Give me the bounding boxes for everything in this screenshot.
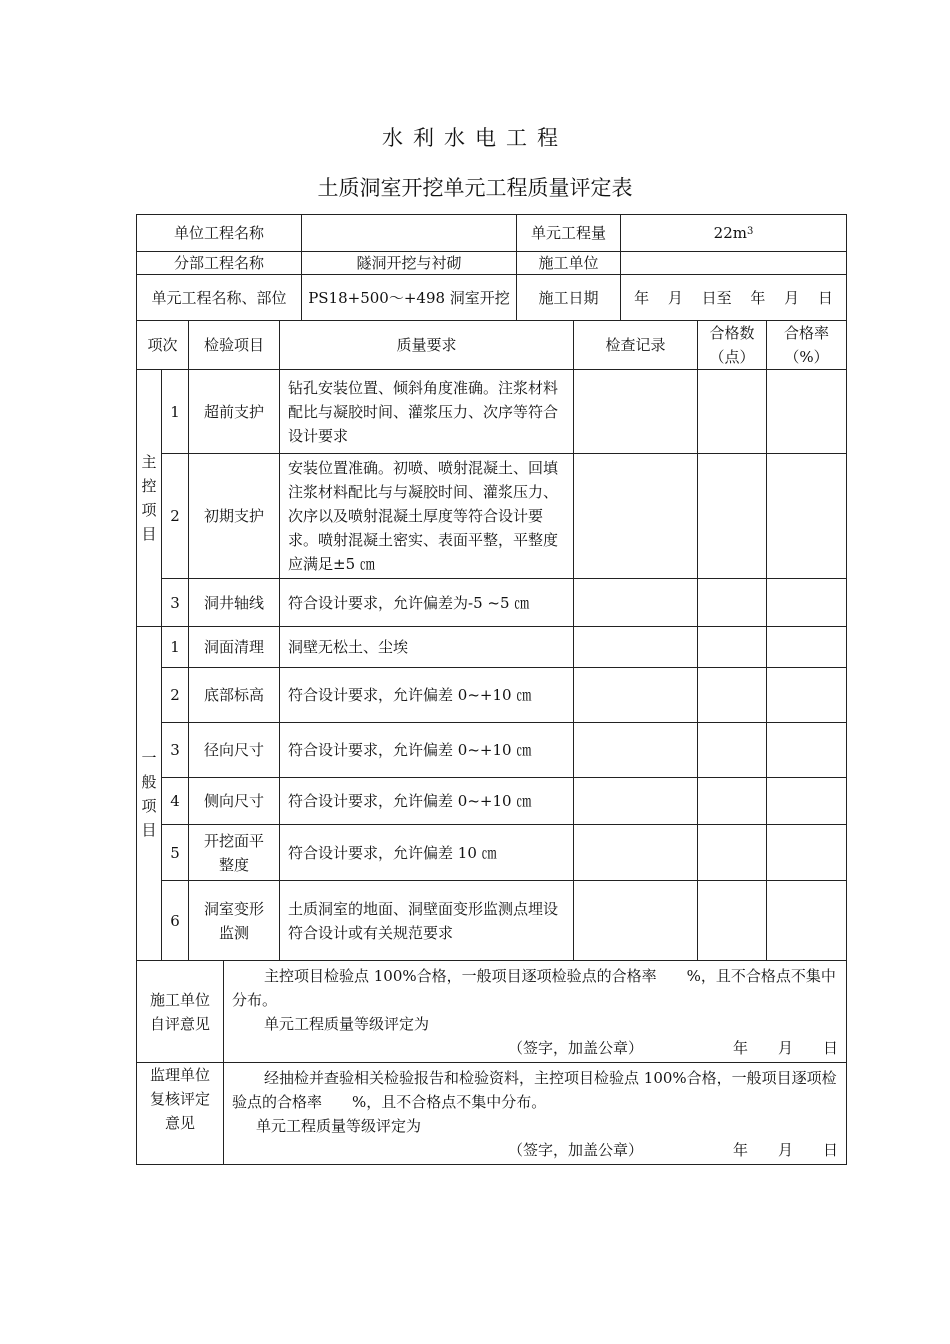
row-pass-count[interactable] xyxy=(698,778,767,825)
construction-date-value[interactable]: 年 月 日至 年 月 日 xyxy=(621,275,847,321)
table-row xyxy=(137,825,847,881)
row-check-item: 洞室变形监测 xyxy=(189,881,280,961)
row-pass-rate[interactable] xyxy=(767,778,847,825)
row-check-record[interactable] xyxy=(574,825,698,881)
row-pass-count[interactable] xyxy=(698,370,767,454)
row-pass-count[interactable] xyxy=(698,881,767,961)
unit-name-value[interactable]: PS18+500～+498 洞室开挖 xyxy=(302,275,517,321)
supervisor-eval-line1: 经抽检并查验相关检验报告和检验资料，主控项目检验点 100%合格，一般项目逐项检验点的合格率 %，且不合格点不集中分布。 xyxy=(232,1068,837,1111)
header-pass-count: 合格数（点） xyxy=(698,321,767,370)
header-quality-req: 质量要求 xyxy=(280,321,574,370)
unit-quantity-number: 22m xyxy=(713,224,747,242)
supervisor-eval-label: 监理单位复核评定意见 xyxy=(137,1063,224,1165)
self-eval-label: 施工单位自评意见 xyxy=(137,961,224,1063)
row-no: 1 xyxy=(162,370,189,454)
info-table xyxy=(136,214,847,321)
row-pass-count[interactable] xyxy=(698,668,767,723)
row-pass-rate[interactable] xyxy=(767,579,847,627)
supervisor-eval-content[interactable] xyxy=(224,1063,847,1165)
row-quality-req: 符合设计要求，允许偏差 0~+10 ㎝ xyxy=(280,668,574,723)
row-check-record[interactable] xyxy=(574,881,698,961)
table-row xyxy=(137,881,847,961)
table-row xyxy=(137,370,847,454)
sub-project-label: 分部工程名称 xyxy=(137,252,302,275)
table-row xyxy=(137,627,847,668)
row-pass-rate[interactable] xyxy=(767,454,847,579)
header-pass-rate: 合格率（%） xyxy=(767,321,847,370)
supervisor-eval-sign: （签字，加盖公章） xyxy=(507,1140,643,1159)
unit-project-name-label: 单位工程名称 xyxy=(137,215,302,252)
row-pass-count[interactable] xyxy=(698,454,767,579)
inspection-table xyxy=(136,320,847,961)
row-check-record[interactable] xyxy=(574,579,698,627)
row-check-item: 底部标高 xyxy=(189,668,280,723)
supervisor-eval-date: 年 月 日 xyxy=(732,1140,838,1159)
table-row xyxy=(137,668,847,723)
row-quality-req: 钻孔安装位置、倾斜角度准确。注浆材料配比与凝胶时间、灌浆压力、次序等符合设计要求 xyxy=(280,370,574,454)
row-pass-count[interactable] xyxy=(698,627,767,668)
row-check-item: 洞面清理 xyxy=(189,627,280,668)
header-check-record: 检查记录 xyxy=(574,321,698,370)
construction-date-label: 施工日期 xyxy=(517,275,621,321)
row-pass-count[interactable] xyxy=(698,723,767,778)
table-row xyxy=(137,723,847,778)
self-eval-line1: 主控项目检验点 100%合格，一般项目逐项检验点的合格率 %，且不合格点不集中分布。 xyxy=(232,966,836,1009)
self-eval-line2: 单元工程质量等级评定为 xyxy=(264,1014,430,1033)
row-pass-count[interactable] xyxy=(698,825,767,881)
table-row xyxy=(137,579,847,627)
row-check-record[interactable] xyxy=(574,723,698,778)
row-check-item: 洞井轴线 xyxy=(189,579,280,627)
row-no: 1 xyxy=(162,627,189,668)
row-check-item: 初期支护 xyxy=(189,454,280,579)
sub-project-value[interactable]: 隧洞开挖与衬砌 xyxy=(302,252,517,275)
document-title: 水利水电工程 xyxy=(382,126,568,150)
table-row xyxy=(137,454,847,579)
row-quality-req: 符合设计要求，允许偏差为-5 ~5 ㎝ xyxy=(280,579,574,627)
row-no: 3 xyxy=(162,579,189,627)
contractor-label: 施工单位 xyxy=(517,252,621,275)
row-no: 6 xyxy=(162,881,189,961)
row-check-record[interactable] xyxy=(574,370,698,454)
row-no: 2 xyxy=(162,454,189,579)
row-check-record[interactable] xyxy=(574,668,698,723)
row-check-record[interactable] xyxy=(574,627,698,668)
contractor-value[interactable] xyxy=(621,252,847,275)
row-no: 5 xyxy=(162,825,189,881)
row-quality-req: 符合设计要求，允许偏差 0~+10 ㎝ xyxy=(280,723,574,778)
table-row xyxy=(137,778,847,825)
row-check-record[interactable] xyxy=(574,778,698,825)
row-no: 4 xyxy=(162,778,189,825)
header-item-no: 项次 xyxy=(137,321,189,370)
general-items-group-label: 一般项目 xyxy=(137,627,162,961)
row-pass-rate[interactable] xyxy=(767,825,847,881)
row-pass-rate[interactable] xyxy=(767,723,847,778)
unit-name-label: 单元工程名称、部位 xyxy=(137,275,302,321)
row-pass-rate[interactable] xyxy=(767,668,847,723)
row-check-item: 侧向尺寸 xyxy=(189,778,280,825)
unit-quantity-superscript: 3 xyxy=(746,226,754,237)
row-no: 2 xyxy=(162,668,189,723)
row-quality-req: 土质洞室的地面、洞壁面变形监测点埋设符合设计或有关规范要求 xyxy=(280,881,574,961)
row-check-record[interactable] xyxy=(574,454,698,579)
unit-project-name-value[interactable] xyxy=(302,215,517,252)
row-check-item: 超前支护 xyxy=(189,370,280,454)
row-quality-req: 洞壁无松土、尘埃 xyxy=(280,627,574,668)
row-check-item: 径向尺寸 xyxy=(189,723,280,778)
row-quality-req: 符合设计要求，允许偏差 0~+10 ㎝ xyxy=(280,778,574,825)
unit-quantity-label: 单元工程量 xyxy=(517,215,621,252)
form-title: 土质洞室开挖单元工程质量评定表 xyxy=(317,176,633,200)
row-pass-rate[interactable] xyxy=(767,627,847,668)
self-eval-content[interactable] xyxy=(224,961,847,1063)
row-pass-rate[interactable] xyxy=(767,881,847,961)
self-eval-sign: （签字，加盖公章） xyxy=(507,1038,643,1057)
row-pass-count[interactable] xyxy=(698,579,767,627)
self-eval-date: 年 月 日 xyxy=(732,1038,838,1057)
main-items-group-label: 主控项目 xyxy=(137,370,162,627)
supervisor-eval-line2: 单元工程质量等级评定为 xyxy=(256,1116,422,1135)
row-no: 3 xyxy=(162,723,189,778)
evaluation-table xyxy=(136,960,847,1165)
header-check-item: 检验项目 xyxy=(189,321,280,370)
row-check-item: 开挖面平整度 xyxy=(189,825,280,881)
row-pass-rate[interactable] xyxy=(767,370,847,454)
unit-quantity-value[interactable] xyxy=(621,215,847,252)
row-quality-req: 符合设计要求，允许偏差 10 ㎝ xyxy=(280,825,574,881)
row-quality-req: 安装位置准确。初喷、喷射混凝土、回填注浆材料配比与与凝胶时间、灌浆压力、次序以及喷射混凝土厚度等符合设计要求。喷射混凝土密实、表面平整，平整度应满足±5 ㎝ xyxy=(280,454,574,579)
